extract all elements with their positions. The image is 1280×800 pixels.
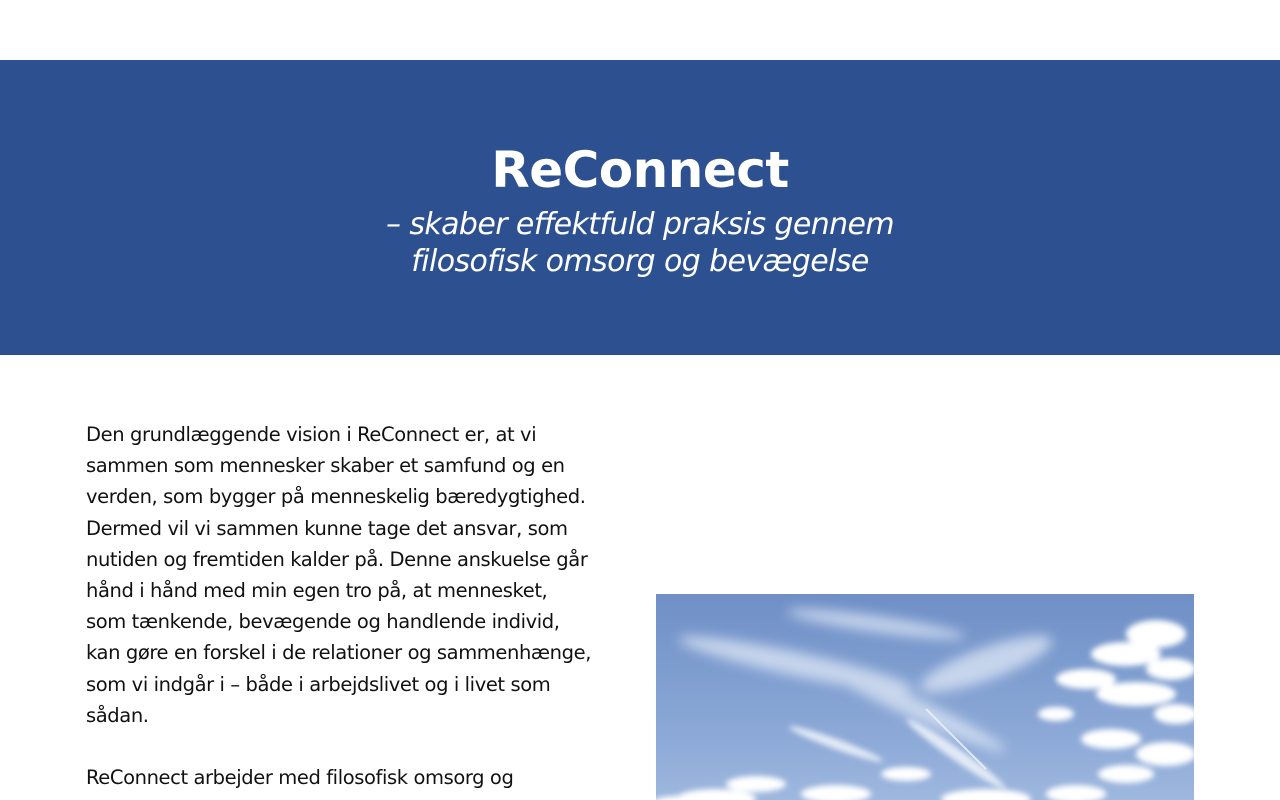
sky-clouds-image [656,594,1194,800]
page-subtitle: – skaber effektfuld praksis gennem filosofisk omsorg og bevægelse [385,207,895,279]
vision-paragraph: Den grundlæggende vision i ReConnect er, at vi sammen som mennesker skaber et samfund og en verden, som bygger på menneskelig bæredygtighed. Dermed vil vi sammen kunne tage det ansvar, som nutiden og fremtiden kalder på. Denne anskuelse går hånd i hånd med min egen tro på, at mennesket, som tænkende, bevægende og handlende individ, kan gøre en forskel i de relationer og sammenhænge, som vi indgår i – både i arbejdslivet og i livet som sådan. [86,423,591,727]
intro-paragraph: ReConnect arbejder med filosofisk omsorg og [86,766,514,790]
text-column [86,419,591,800]
top-bar [0,0,1280,60]
hero-banner [0,60,1280,355]
page-title: ReConnect [491,141,789,199]
main-content [0,355,1280,800]
sky-photo [656,594,1194,800]
